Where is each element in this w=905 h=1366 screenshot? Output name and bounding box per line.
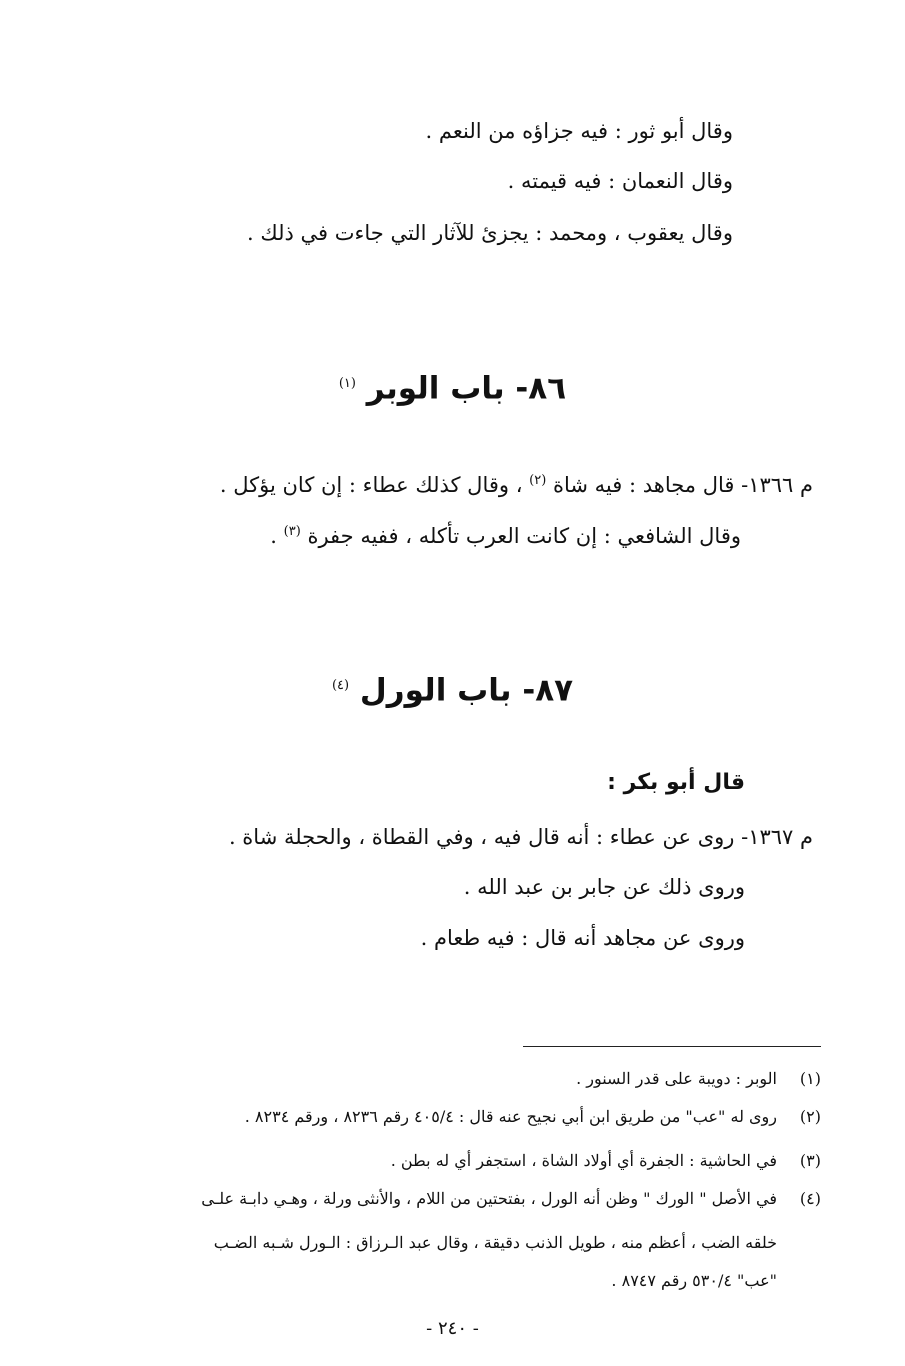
footnote-ref: (١): [338, 376, 356, 391]
entry-line: [270, 517, 741, 551]
footnote-divider: [523, 1046, 821, 1047]
footnote: [576, 1066, 821, 1092]
entry-text: .: [270, 524, 277, 548]
footnote: [391, 1148, 821, 1174]
entry-line: م ١٣٦٧- روى عن عطاء : أنه قال فيه ، وفي القطاة ، والحجلة شاة .: [228, 825, 813, 849]
footnote: [245, 1104, 821, 1130]
text-line: وقال يعقوب ، ومحمد : يجزئ للآثار التي جاءت في ذلك .: [247, 221, 733, 245]
footnote-text: الوبر : دويبة على قدر السنور .: [576, 1069, 777, 1088]
entry-line: [220, 466, 813, 500]
entry-text: م ١٣٦٦- قال مجاهد : فيه شاة: [553, 473, 813, 497]
footnote-continuation: "عب" ٥٣٠/٤ رقم ٨٧٤٧ .: [611, 1271, 777, 1290]
footnote-ref: (٢): [529, 473, 547, 488]
section-heading-87: [0, 664, 905, 712]
section-heading-86: [0, 362, 905, 410]
heading-text: ٨٦- باب الوبر: [366, 370, 567, 407]
heading-text: ٨٧- باب الورل: [359, 672, 574, 709]
entry-line: وروى ذلك عن جابر بن عبد الله .: [463, 875, 745, 899]
footnote-ref: (٤): [331, 678, 350, 693]
text-line: وقال أبو ثور : فيه جزاؤه من النعم .: [425, 119, 733, 143]
footnote: [201, 1186, 821, 1212]
page-number: - ٢٤٠ -: [426, 1318, 479, 1339]
footnote-number: (٢): [799, 1107, 821, 1126]
entry-text: وقال الشافعي : إن كانت العرب تأكله ، ففيه جفرة: [307, 524, 741, 548]
footnote-number: (٣): [799, 1151, 821, 1170]
text-line: وقال النعمان : فيه قيمته .: [507, 169, 733, 193]
footnote-number: (١): [799, 1069, 821, 1088]
footnote-number: (٤): [799, 1189, 821, 1208]
entry-line: وروى عن مجاهد أنه قال : فيه طعام .: [420, 926, 745, 950]
footnote-text: في الأصل " الورك " وظن أنه الورل ، بفتحتين من اللام ، والأنثى ورلة ، وهـي دابـة علـى: [201, 1189, 777, 1208]
entry-text: ، وقال كذلك عطاء : إن كان يؤكل .: [219, 473, 523, 497]
footnote-text: روى له "عب" من طريق ابن أبي نجيح عنه قال : ٤٠٥/٤ رقم ٨٢٣٦ ، ورقم ٨٢٣٤ .: [244, 1107, 777, 1126]
footnote-text: في الحاشية : الجفرة أي أولاد الشاة ، استجفر أي له بطن .: [390, 1151, 777, 1170]
footnote-ref: (٣): [283, 524, 301, 539]
speaker-line: قال أبو بكر :: [607, 770, 745, 795]
footnote-continuation: خلقه الضب ، أعظم منه ، طويل الذنب دقيقة ، وقال عبد الـرزاق : الـورل شـبه الضـب: [213, 1233, 777, 1252]
